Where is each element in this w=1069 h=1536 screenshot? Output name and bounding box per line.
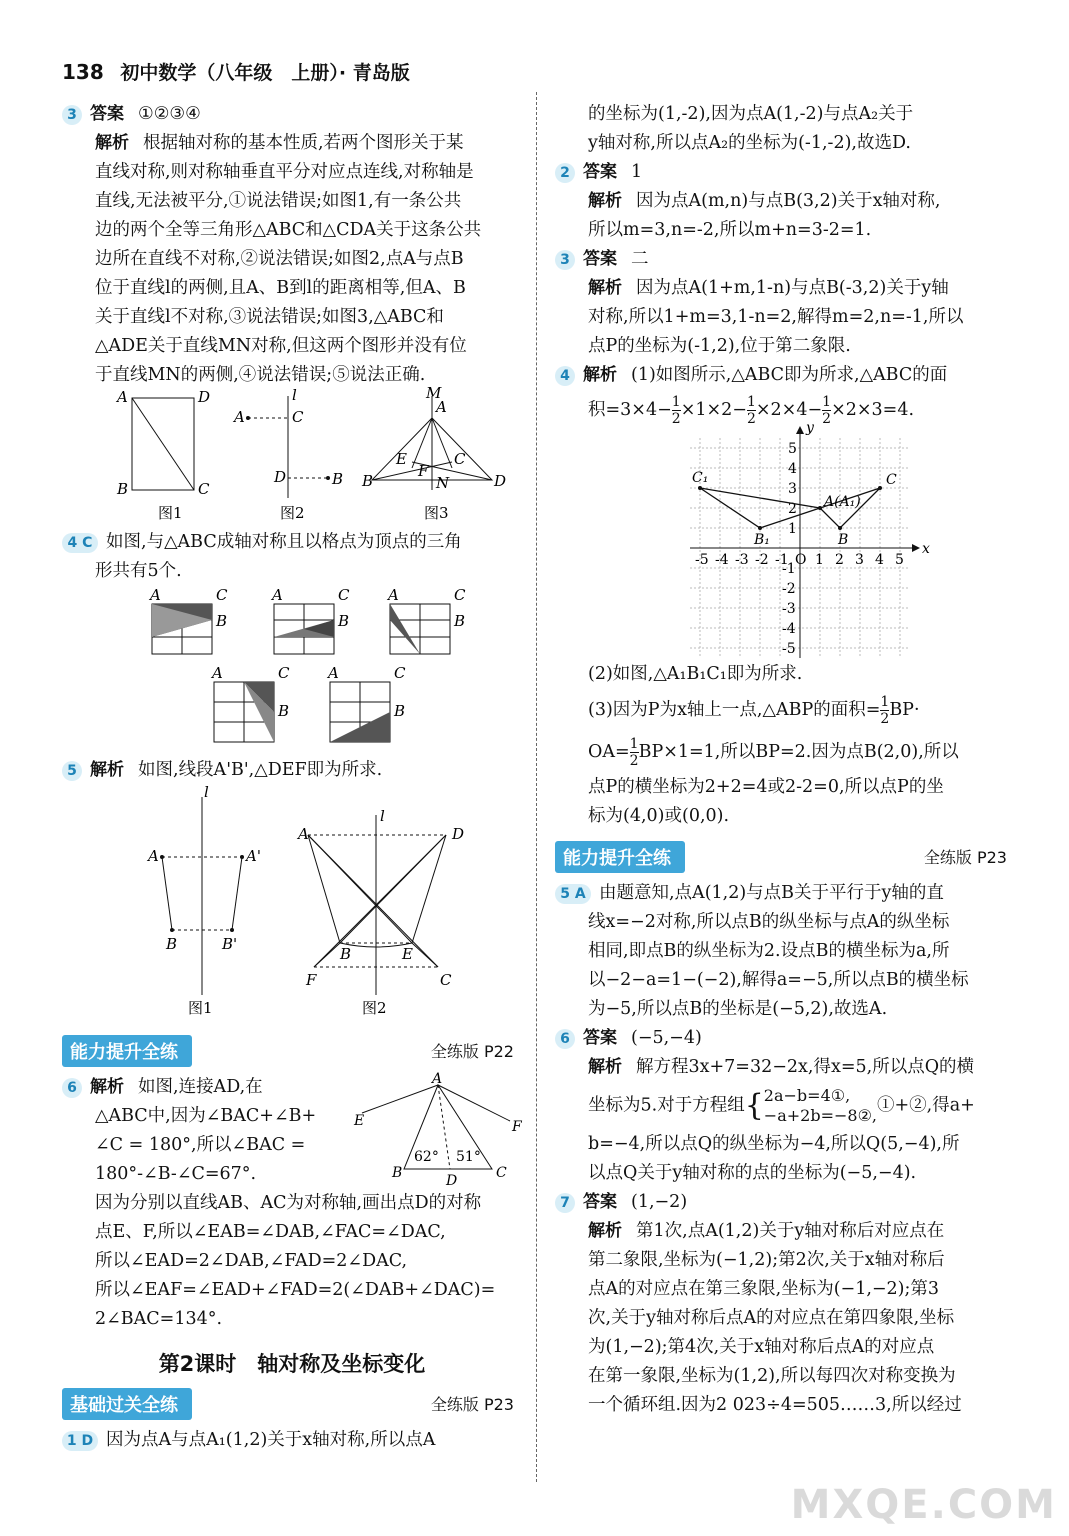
text-line: ∠C = 180°,所以∠BAC = (95, 1135, 306, 1155)
y-tick-label: 2 (788, 501, 797, 517)
x-tick-label: 5 (895, 552, 904, 568)
fig-caption: 图2 (280, 504, 305, 522)
svg-text:D: D (452, 825, 465, 843)
svg-text:A': A' (246, 847, 261, 865)
point-label-c1: C₁ (692, 470, 709, 486)
text-line: 位于直线l的两侧,且A、B到l的距离相等,但A、B (95, 278, 466, 298)
svg-text:C: C (454, 450, 466, 468)
svg-text:F: F (306, 971, 317, 989)
svg-text:E: E (402, 945, 413, 963)
point-label-c: C (886, 472, 897, 488)
x-tick-label: 2 (835, 552, 844, 568)
x-tick-label: -1 (775, 552, 789, 568)
svg-text:B: B (117, 480, 129, 498)
svg-text:C: C (454, 586, 466, 604)
text-line: 所以m=3,n=-2,所以m+n=3-2=1. (588, 220, 872, 240)
svg-text:A: A (148, 847, 159, 865)
svg-text:A: A (272, 586, 283, 604)
svg-text:F: F (512, 1119, 522, 1135)
q3-figures (62, 384, 522, 528)
svg-text:A: A (328, 664, 339, 682)
text-line: 的坐标为(1,-2),因为点A(1,-2)与点A₂关于 (588, 104, 914, 124)
text-line: 直线,无法被平分,①说法错误;如图1,有一条公共 (95, 191, 462, 211)
y-tick-label: 5 (788, 441, 797, 457)
text-line: △ABC中,因为∠BAC+∠B+ (95, 1106, 317, 1126)
text-line: 边的两个全等三角形△ABC和△CDA关于这条公共 (95, 220, 482, 240)
text-line: 直线对称,则对称轴垂直平分对应点连线,对称轴是 (95, 162, 474, 182)
y-tick-label: -3 (782, 601, 796, 617)
x-axis-arrow (912, 544, 920, 552)
point-c (878, 486, 882, 490)
equation-system: 坐标为5.对于方程组{ 2a−b=4①, −a+2b=−8②, ①+②,得a+ (588, 1086, 975, 1125)
svg-text:B: B (278, 702, 290, 720)
svg-text:C: C (216, 586, 228, 604)
watermark: MXQE.COM (790, 1482, 1057, 1528)
q5-line: 5 解析 如图,线段A'B',△DEF即为所求. (62, 756, 522, 785)
text-line: 边所在直线不对称,②说法错误;如图2,点A与点B (95, 249, 464, 269)
svg-text:N: N (436, 474, 450, 492)
y-tick-label: 3 (788, 481, 797, 497)
svg-text:D: D (274, 468, 287, 486)
text-line: 对称,所以1+m=3,1-n=2,解得m=2,n=-1,所以 (588, 307, 964, 327)
q6-figure (352, 1073, 522, 1189)
text-line: 关于直线l不对称,③说法错误;如图3,△ABC和 (95, 307, 444, 327)
text-line: 2∠BAC=134°. (95, 1309, 223, 1329)
svg-text:B: B (362, 472, 374, 490)
svg-text:A: A (298, 825, 309, 843)
coordinate-graph (555, 420, 1015, 660)
svg-text:C: C (338, 586, 350, 604)
svg-text:B: B (332, 470, 344, 488)
svg-text:B: B (166, 935, 178, 953)
text-line: 点E、F,所以∠EAB=∠DAB,∠FAC=∠DAC, (95, 1222, 446, 1242)
y-tick-label: -5 (782, 641, 796, 657)
x-tick-label: 4 (875, 552, 884, 568)
svg-text:A: A (234, 408, 245, 426)
y-tick-label: -1 (782, 561, 796, 577)
y-tick-label: 4 (788, 461, 797, 477)
svg-text:62°: 62° (414, 1149, 439, 1165)
x-tick-label: -4 (715, 552, 729, 568)
x-tick-label: -5 (695, 552, 709, 568)
q4-line: 4 C 如图,与△ABC成轴对称且以格点为顶点的三角 (62, 528, 522, 557)
text-line: 所以∠EAD=2∠DAB,∠FAD=2∠DAC, (95, 1251, 408, 1271)
page-header (62, 58, 410, 85)
svg-text:D: D (198, 388, 211, 406)
fig-caption: 图3 (424, 504, 449, 522)
banner-ability-2: 能力提升全练 全练版 P23 (555, 841, 1015, 871)
svg-text:A: A (117, 388, 128, 406)
point-b (838, 526, 842, 530)
column-divider (536, 92, 537, 1482)
area-formula: 积=3×4− $\frac{1}{2}$ ×1×2− $\frac{1}{2}$ ×2×4− $\frac{1}{2}$ ×2×3=4. (588, 394, 915, 427)
svg-text:C: C (278, 664, 290, 682)
banner-basic: 基础过关全练 全练版 P23 (62, 1388, 522, 1418)
fig-caption: 图2 (362, 999, 387, 1017)
q1-line: 1 D 因为点A与点A₁(1,2)关于x轴对称,所以点A (62, 1426, 522, 1455)
svg-text:A: A (432, 1071, 443, 1087)
text-line: 180°-∠B-∠C=67°. (95, 1164, 257, 1184)
text-line: 相同,即点B的纵坐标为2.设点B的横坐标为a,所 (588, 941, 950, 961)
svg-text:C: C (292, 408, 304, 426)
q3-analysis: 解析 根据轴对称的基本性质,若两个图形关于某 (95, 133, 464, 153)
text-line: y轴对称,所以点A₂的坐标为(-1,-2),故选D. (588, 133, 911, 153)
svg-text:E: E (396, 450, 407, 468)
q3-answer-line: 3 答案 ①②③④ (62, 100, 522, 129)
text-line: 第二象限,坐标为(−1,2);第2次,关于x轴对称后 (588, 1250, 945, 1270)
text-line: 一个循环组.因为2 023÷4=505……3,所以经过 (588, 1395, 962, 1415)
x-tick-label: O (795, 552, 807, 568)
svg-text:M: M (426, 384, 442, 402)
x-tick-label: -2 (755, 552, 769, 568)
svg-text:A: A (436, 398, 447, 416)
right-column: 的坐标为(1,-2),因为点A(1,-2)与点A₂关于 y轴对称,所以点A₂的坐标为(-1,-2),故选D. 2 答案 1 解析 因为点A(m,n)与点B(3,2)关于x轴对称, 所以m=3,n=-2,所以m+n=3-2=1. 3 答案 二 解析 因为点A(1+m,1-n)与点B(-3,2)关于y轴 对称,所以1+m=3,1-n=2,解得m=2,n=-1,所以 点P的坐标为(-1,2),位于第二象限. 4 解析 (1)如图所示,△ABC即为所求,△ABC的面 积=3×4− $\frac{1}{2}$ ×1×2− $\frac{1}{2}$ ×2×4− $\frac{1}{2}$ ×2×3=4. x y -5 -4 -3 -2 -1 O 1 2 3 4 5 5 4 3 2 1 -1 -2 -3 -4 -5 C₁ B₁ A(A₁) B C (2)如图,△A₁B₁C₁即为所求. (3)因为P为x轴上一点,△ABP的面积= $\frac{1}{2}$ BP· OA= $\frac{1}{2}$ BP×1=1,所以BP=2.因为点B(2,0),所以 点P的横坐标为2+2=4或2-2=0,所以点P的坐 标为(4,0)或(0,0). 能力提升全练 全练版 P23 5 A 由题意知,点A(1,2)与点B关于平行于y轴的直 线x=−2对称,所以点B的纵坐标与点A的纵坐标 相同,即点B的纵坐标为2.设点B的横坐标为a,所 以−2−a=1−(−2),解得a=−5,所以点B的横坐标 为−5,所以点B的坐标是(−5,2),故选A. 6 答案 (−5,−4) 解析 解方程3x+7=32−2x,得x=5,所以点Q的横 坐标为5.对于方程组{ 2a−b=4①, −a+2b=−8②, ①+②,得a+ b=−4,所以点Q的纵坐标为−4,所以Q(5,−4),所 以点Q关于y轴对称的点的坐标为(−5,−4). 7 答案 (1,−2) 解析 第1次,点A(1,2)关于y轴对称后对应点在 第二象限,坐标为(−1,2);第2次,关于x轴对称后 点A的对应点在第三象限,坐标为(−1,−2);第3 次,关于y轴对称后点A的对应点在第四象限,坐标 为(1,−2);第4次,关于x轴对称后点A的对应点 在第一象限,坐标为(1,2),所以每四次对称变换为 一个循环组.因为2 023÷4=505……3,所以经过 (555, 100, 1015, 1420)
text-line: 次,关于y轴对称后点A的对应点在第四象限,坐标 (588, 1308, 955, 1328)
svg-text:D: D (446, 1173, 458, 1189)
text-line: 形共有5个. (95, 561, 182, 581)
svg-text:l: l (204, 783, 209, 801)
left-column (62, 100, 522, 1455)
fig-caption: 图1 (188, 999, 213, 1017)
q6-block: 6 解析 如图,连接AD,在 △ABC中,因为∠BAC+∠B+ ∠C = 180°,所以∠BAC = 180°-∠B-∠C=67°. A E F B C D 62° 51° (62, 1073, 522, 1189)
q-number: 3 (62, 105, 82, 125)
svg-text:C: C (496, 1165, 507, 1181)
point-label-a: A(A₁) (824, 494, 861, 510)
svg-text:C: C (394, 664, 406, 682)
text-line: 以点Q关于y轴对称的点的坐标为(−5,−4). (588, 1163, 917, 1183)
text-line: 点P的坐标为(-1,2),位于第二象限. (588, 336, 851, 356)
page-number: 138 (62, 60, 104, 84)
text-line: 于直线MN的两侧,④说法错误;⑤说法正确. (95, 365, 426, 385)
fig-caption: 图1 (158, 504, 183, 522)
point-b1 (758, 526, 762, 530)
svg-text:l: l (380, 807, 385, 825)
text-line: 以−2−a=1−(−2),解得a=−5,所以点B的横坐标 (588, 970, 969, 990)
point-a (818, 506, 822, 510)
text-line: △ADE关于直线MN对称,但这两个图形并没有位 (95, 336, 467, 356)
text-line: 标为(4,0)或(0,0). (588, 806, 730, 826)
svg-text:C: C (440, 971, 452, 989)
y-tick-label: -2 (782, 581, 796, 597)
svg-text:B: B (394, 702, 406, 720)
y-tick-label: 1 (788, 521, 797, 537)
text-line: 为(1,−2);第4次,关于x轴对称后点A的对应点 (588, 1337, 935, 1357)
svg-text:A: A (150, 586, 161, 604)
svg-text:A: A (388, 586, 399, 604)
q4-grids (62, 586, 522, 756)
svg-text:D: D (494, 472, 507, 490)
text-line: (2)如图,△A₁B₁C₁即为所求. (588, 664, 803, 684)
svg-text:B: B (340, 945, 352, 963)
svg-text:B: B (454, 612, 466, 630)
svg-text:F: F (418, 462, 429, 480)
x-tick-label: 3 (855, 552, 864, 568)
x-axis-label: x (922, 541, 930, 557)
svg-text:l: l (292, 386, 297, 404)
svg-text:B': B' (222, 935, 238, 953)
q5-figures (62, 785, 522, 1025)
y-tick-label: -4 (782, 621, 796, 637)
book-title: 初中数学（八年级 上册）· 青岛版 (120, 62, 410, 84)
banner-ability: 能力提升全练 全练版 P22 (62, 1035, 522, 1065)
svg-text:E: E (354, 1113, 365, 1129)
text-line: 在第一象限,坐标为(1,2),所以每四次对称变换为 (588, 1366, 956, 1386)
text-line: 为−5,所以点B的坐标是(−5,2),故选A. (588, 999, 888, 1019)
text-line: 点A的对应点在第三象限,坐标为(−1,−2);第3 (588, 1279, 940, 1299)
svg-text:B: B (392, 1165, 403, 1181)
x-tick-label: -3 (735, 552, 749, 568)
svg-text:C: C (198, 480, 210, 498)
point-c1 (698, 486, 702, 490)
point-label-b1: B₁ (754, 532, 770, 548)
svg-text:51°: 51° (456, 1149, 481, 1165)
y-axis-label: y (806, 420, 814, 436)
x-tick-label: 1 (815, 552, 824, 568)
point-label-b: B (838, 532, 849, 548)
text-line: 所以∠EAF=∠EAD+∠FAD=2(∠DAB+∠DAC)= (95, 1280, 496, 1300)
svg-text:B: B (338, 612, 350, 630)
svg-text:A: A (212, 664, 223, 682)
text-line: 因为分别以直线AB、AC为对称轴,画出点D的对称 (95, 1193, 482, 1213)
text-line: b=−4,所以点Q的纵坐标为−4,所以Q(5,−4),所 (588, 1134, 960, 1154)
section-title: 第2课时 轴对称及坐标变化 (158, 1352, 426, 1376)
text-line: 点P的横坐标为2+2=4或2-2=0,所以点P的坐 (588, 777, 944, 797)
text-line: 线x=−2对称,所以点B的纵坐标与点A的纵坐标 (588, 912, 950, 932)
svg-text:B: B (216, 612, 228, 630)
